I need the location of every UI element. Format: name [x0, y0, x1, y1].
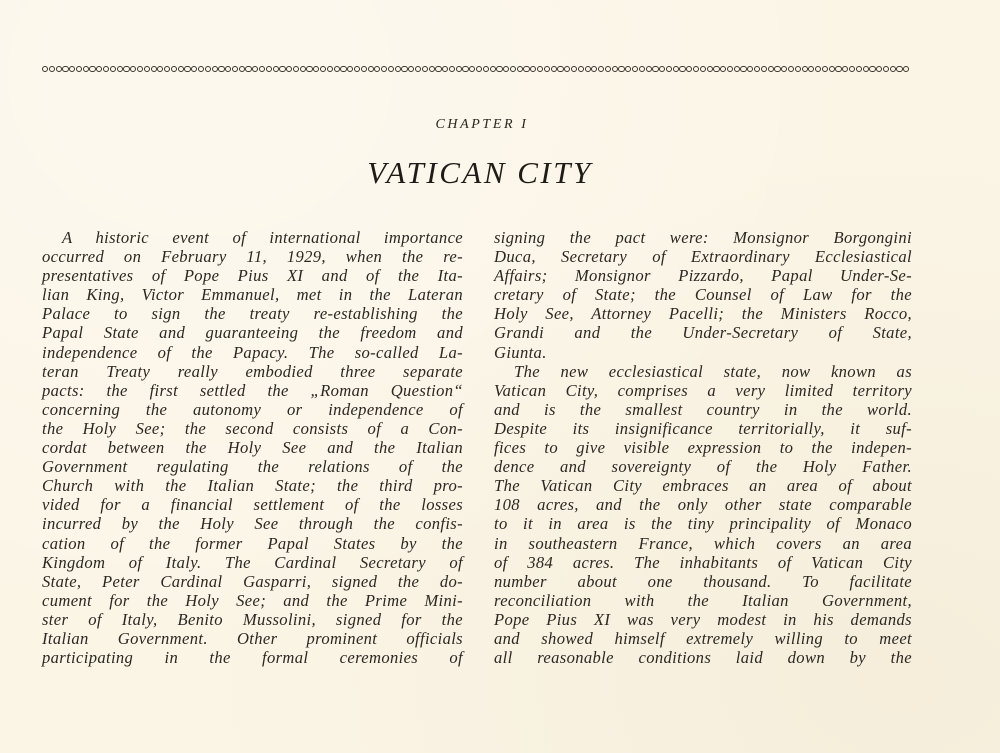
ornament-ring-icon — [218, 66, 224, 72]
text-line — [42, 591, 463, 610]
ornament-ring-icon — [876, 66, 882, 72]
text-line-content: Vatican City, comprises a very limited territory — [494, 380, 912, 400]
ornament-ring-icon — [320, 66, 326, 72]
text-line-content: signing the pact were: Monsignor Borgongini — [494, 228, 912, 247]
ornament-ring-icon — [734, 66, 740, 72]
text-line — [494, 572, 912, 591]
text-line — [42, 343, 463, 362]
text-line — [42, 419, 463, 438]
text-line — [494, 419, 912, 438]
text-line — [42, 362, 463, 381]
text-line-content: Holy See, Attorney Pacelli; the Ministers Rocco, — [494, 304, 912, 324]
ornament-ring-icon — [137, 66, 143, 72]
text-line — [494, 323, 912, 342]
ornament-ring-icon — [286, 66, 292, 72]
ornament-ring-icon — [171, 66, 177, 72]
ornament-ring-icon — [679, 66, 685, 72]
text-line — [42, 648, 463, 667]
text-line — [494, 591, 912, 610]
text-line — [494, 247, 912, 266]
text-line-content: of 384 acres. The inhabitants of Vatican City — [494, 552, 912, 572]
text-column-right — [494, 228, 912, 667]
text-line-content: cretary of State; the Counsel of Law for the — [494, 285, 912, 305]
ornament-ring-icon — [191, 66, 197, 72]
ornament-ring-icon — [707, 66, 713, 72]
text-line — [42, 438, 463, 457]
ornament-ring-icon — [903, 66, 909, 72]
text-line — [42, 304, 463, 323]
ornament-ring-icon — [618, 66, 624, 72]
ornament-ring-icon — [666, 66, 672, 72]
text-line — [42, 553, 463, 572]
ornament-ring-icon — [544, 66, 550, 72]
ornament-ring-icon — [869, 66, 875, 72]
ornament-ring-icon — [212, 66, 218, 72]
text-line-content: to it in area is the tiny principality of Monaco — [494, 514, 912, 534]
ornament-ring-icon — [747, 66, 753, 72]
ornament-ring-icon — [381, 66, 387, 72]
text-line — [494, 285, 912, 304]
ornament-ring-icon — [178, 66, 184, 72]
ornament-ring-icon — [252, 66, 258, 72]
ornament-ring-icon — [537, 66, 543, 72]
ornament-ring-icon — [578, 66, 584, 72]
ornament-ring-icon — [781, 66, 787, 72]
ornament-ring-icon — [184, 66, 190, 72]
text-line-content: Despite its insignificance territorially, it suf- — [494, 418, 912, 438]
ornament-ring-icon — [205, 66, 211, 72]
ornament-ring-icon — [306, 66, 312, 72]
ornament-ring-icon — [232, 66, 238, 72]
text-line-content: dence and sovereignty of the Holy Father. — [494, 457, 912, 477]
ornament-ring-icon — [401, 66, 407, 72]
ornament-ring-icon — [164, 66, 170, 72]
ornament-ring-icon — [503, 66, 509, 72]
text-line-content: and is the smallest country in the world. — [494, 399, 912, 419]
ornament-ring-icon — [103, 66, 109, 72]
ornament-ring-icon — [435, 66, 441, 72]
ornament-ring-icon — [83, 66, 89, 72]
chapter-title-text: VATICAN CITY — [367, 155, 593, 190]
ornament-ring-icon — [564, 66, 570, 72]
text-line-content: concerning the autonomy or independence of — [42, 399, 463, 419]
text-line — [494, 228, 912, 247]
ornament-ring-icon — [659, 66, 665, 72]
ornament-ring-icon — [829, 66, 835, 72]
ornament-ring-icon — [354, 66, 360, 72]
text-line — [494, 304, 912, 323]
ornament-ring-icon — [700, 66, 706, 72]
text-line-content: Pope Pius XI was very modest in his demands — [494, 609, 912, 629]
ornament-ring-icon — [768, 66, 774, 72]
text-line — [42, 323, 463, 342]
text-line-content: Palace to sign the treaty re-establishing the — [42, 304, 463, 324]
ornament-ring-icon — [279, 66, 285, 72]
ornament-ring-icon — [612, 66, 618, 72]
ornament-ring-icon — [585, 66, 591, 72]
ornament-ring-icon — [557, 66, 563, 72]
ornament-ring-icon — [883, 66, 889, 72]
ornament-ring-icon — [483, 66, 489, 72]
ornament-ring-icon — [361, 66, 367, 72]
ornament-ring-icon — [110, 66, 116, 72]
text-line-content: reconciliation with the Italian Government, — [494, 590, 912, 610]
ornament-ring-icon — [890, 66, 896, 72]
text-line-content: Papal State and guaranteeing the freedom and — [42, 323, 463, 343]
ornament-ring-icon — [442, 66, 448, 72]
text-line-content: Giunta. — [494, 342, 547, 362]
ornament-ring-icon — [151, 66, 157, 72]
text-line — [494, 553, 912, 572]
ornament-ring-icon — [808, 66, 814, 72]
text-line — [42, 629, 463, 648]
ornament-ring-icon — [62, 66, 68, 72]
ornament-ring-icon — [686, 66, 692, 72]
text-line-content: State, Peter Cardinal Gasparri, signed the do- — [42, 571, 463, 591]
ornament-ring-icon — [130, 66, 136, 72]
text-line-content: ster of Italy, Benito Mussolini, signed for the — [42, 609, 463, 629]
decorative-border-ornament — [42, 64, 910, 74]
ornament-ring-icon — [76, 66, 82, 72]
text-line — [494, 514, 912, 533]
ornament-ring-icon — [835, 66, 841, 72]
text-line-content: Church with the Italian State; the third pro- — [42, 476, 463, 496]
ornament-ring-icon — [646, 66, 652, 72]
text-line — [494, 476, 912, 495]
ornament-ring-icon — [374, 66, 380, 72]
ornament-ring-icon — [639, 66, 645, 72]
ornament-ring-icon — [239, 66, 245, 72]
ornament-ring-icon — [727, 66, 733, 72]
text-line-content: Duca, Secretary of Extraordinary Ecclesiastical — [494, 247, 912, 267]
ornament-ring-icon — [720, 66, 726, 72]
ornament-ring-icon — [591, 66, 597, 72]
text-line-content: cordat between the Holy See and the Italian — [42, 438, 463, 458]
ornament-ring-icon — [774, 66, 780, 72]
ornament-ring-icon — [469, 66, 475, 72]
ornament-ring-icon — [327, 66, 333, 72]
ornament-ring-icon — [598, 66, 604, 72]
text-line — [42, 266, 463, 285]
ornament-ring-icon — [802, 66, 808, 72]
ornament-ring-icon — [340, 66, 346, 72]
ornament-ring-icon — [476, 66, 482, 72]
ornament-ring-icon — [117, 66, 123, 72]
text-line — [494, 495, 912, 514]
ornament-ring-icon — [530, 66, 536, 72]
text-line — [42, 534, 463, 553]
text-line-content: Kingdom of Italy. The Cardinal Secretary of — [42, 552, 463, 572]
ornament-ring-icon — [157, 66, 163, 72]
text-line — [42, 285, 463, 304]
text-line — [42, 514, 463, 533]
chapter-label-text: CHAPTER I — [435, 117, 529, 132]
ornament-ring-icon — [754, 66, 760, 72]
text-line-content: Affairs; Monsignor Pizzardo, Papal Under-Se- — [494, 266, 912, 286]
ornament-ring-icon — [856, 66, 862, 72]
ornament-ring-icon — [144, 66, 150, 72]
ornament-ring-icon — [795, 66, 801, 72]
text-line — [494, 400, 912, 419]
ornament-ring-icon — [422, 66, 428, 72]
ornament-ring-icon — [259, 66, 265, 72]
ornament-ring-icon — [388, 66, 394, 72]
ornament-ring-icon — [225, 66, 231, 72]
ornament-ring-icon — [551, 66, 557, 72]
ornament-ring-icon — [842, 66, 848, 72]
ornament-ring-icon — [300, 66, 306, 72]
text-line — [494, 343, 912, 362]
text-line-content: vided for a financial settlement of the losses — [42, 495, 463, 515]
ornament-ring-icon — [449, 66, 455, 72]
ornament-ring-icon — [347, 66, 353, 72]
ornament-ring-icon — [863, 66, 869, 72]
text-line — [42, 400, 463, 419]
ornament-ring-icon — [313, 66, 319, 72]
text-line-content: 108 acres, and the only other state comparable — [494, 495, 912, 515]
ornament-ring-icon — [510, 66, 516, 72]
text-line — [42, 476, 463, 495]
ornament-ring-icon — [69, 66, 75, 72]
text-line — [42, 247, 463, 266]
text-line-content: lian King, Victor Emmanuel, met in the Lateran — [42, 285, 463, 305]
text-line — [494, 534, 912, 553]
ornament-ring-icon — [462, 66, 468, 72]
ornament-ring-icon — [429, 66, 435, 72]
ornament-ring-icon — [571, 66, 577, 72]
text-line-content: cation of the former Papal States by the — [42, 533, 463, 553]
ornament-ring-icon — [517, 66, 523, 72]
text-line — [42, 572, 463, 591]
text-line — [42, 381, 463, 400]
ornament-ring-icon — [693, 66, 699, 72]
chapter-title — [0, 155, 1000, 191]
ornament-ring-icon — [415, 66, 421, 72]
text-line-content: in southeastern France, which covers an area — [494, 533, 912, 553]
ornament-ring-icon — [123, 66, 129, 72]
ornament-ring-icon — [408, 66, 414, 72]
ornament-ring-icon — [496, 66, 502, 72]
ornament-ring-icon — [896, 66, 902, 72]
ornament-ring-icon — [815, 66, 821, 72]
text-line — [494, 457, 912, 476]
text-line — [42, 457, 463, 476]
text-line — [494, 648, 912, 667]
ornament-ring-icon — [273, 66, 279, 72]
ornament-ring-icon — [490, 66, 496, 72]
ornament-ring-icon — [713, 66, 719, 72]
text-line-content: number about one thousand. To facilitate — [494, 571, 912, 591]
text-line-content: and showed himself extremely willing to meet — [494, 628, 912, 648]
text-line-content: incurred by the Holy See through the confis- — [42, 514, 463, 534]
ornament-ring-icon — [822, 66, 828, 72]
ornament-ring-icon — [266, 66, 272, 72]
ornament-ring-icon — [198, 66, 204, 72]
ornament-ring-icon — [89, 66, 95, 72]
text-line-content: presentatives of Pope Pius XI and of the Ita- — [42, 266, 463, 286]
ornament-ring-icon — [605, 66, 611, 72]
text-line — [42, 495, 463, 514]
text-line-content: A historic event of international importance — [62, 228, 463, 247]
ornament-ring-icon — [96, 66, 102, 72]
text-line — [494, 381, 912, 400]
text-line — [494, 438, 912, 457]
ornament-ring-icon — [625, 66, 631, 72]
text-line-content: The Vatican City embraces an area of about — [494, 476, 912, 496]
ornament-ring-icon — [849, 66, 855, 72]
text-line — [494, 266, 912, 285]
ornament-ring-icon — [652, 66, 658, 72]
text-line-content: fices to give visible expression to the indepen- — [494, 438, 912, 458]
ornament-ring-icon — [788, 66, 794, 72]
ornament-ring-icon — [293, 66, 299, 72]
text-line — [494, 629, 912, 648]
ornament-ring-icon — [49, 66, 55, 72]
ornament-ring-icon — [761, 66, 767, 72]
text-line-content: Government regulating the relations of the — [42, 457, 463, 477]
text-line-content: the Holy See; the second consists of a Con- — [42, 418, 463, 438]
text-line-content: cument for the Holy See; and the Prime Mini- — [42, 590, 463, 610]
text-line — [494, 362, 912, 381]
text-line-content: Grandi and the Under-Secretary of State, — [494, 323, 912, 343]
text-column-left — [42, 228, 463, 667]
text-line-content: participating in the formal ceremonies of — [42, 648, 463, 668]
ornament-ring-icon — [368, 66, 374, 72]
ornament-ring-icon — [56, 66, 62, 72]
ornament-ring-icon — [42, 66, 48, 72]
ornament-ring-icon — [395, 66, 401, 72]
text-line — [494, 610, 912, 629]
ornament-ring-icon — [673, 66, 679, 72]
text-line — [42, 228, 463, 247]
text-line-content: teran Treaty really embodied three separate — [42, 361, 463, 381]
text-line-content: Italian Government. Other prominent officials — [42, 628, 463, 648]
text-line-content: all reasonable conditions laid down by the — [494, 648, 912, 668]
chapter-label — [0, 117, 1000, 133]
text-line-content: independence of the Papacy. The so-called La- — [42, 342, 463, 362]
ornament-ring-icon — [632, 66, 638, 72]
ornament-ring-icon — [740, 66, 746, 72]
ornament-ring-icon — [523, 66, 529, 72]
text-line-content: The new ecclesiastical state, now known as — [514, 361, 912, 381]
text-line — [42, 610, 463, 629]
ornament-ring-icon — [456, 66, 462, 72]
ornament-ring-icon — [334, 66, 340, 72]
text-line-content: pacts: the first settled the „Roman Question“ — [42, 380, 463, 400]
ornament-ring-icon — [245, 66, 251, 72]
text-line-content: occurred on February 11, 1929, when the re- — [42, 247, 463, 267]
